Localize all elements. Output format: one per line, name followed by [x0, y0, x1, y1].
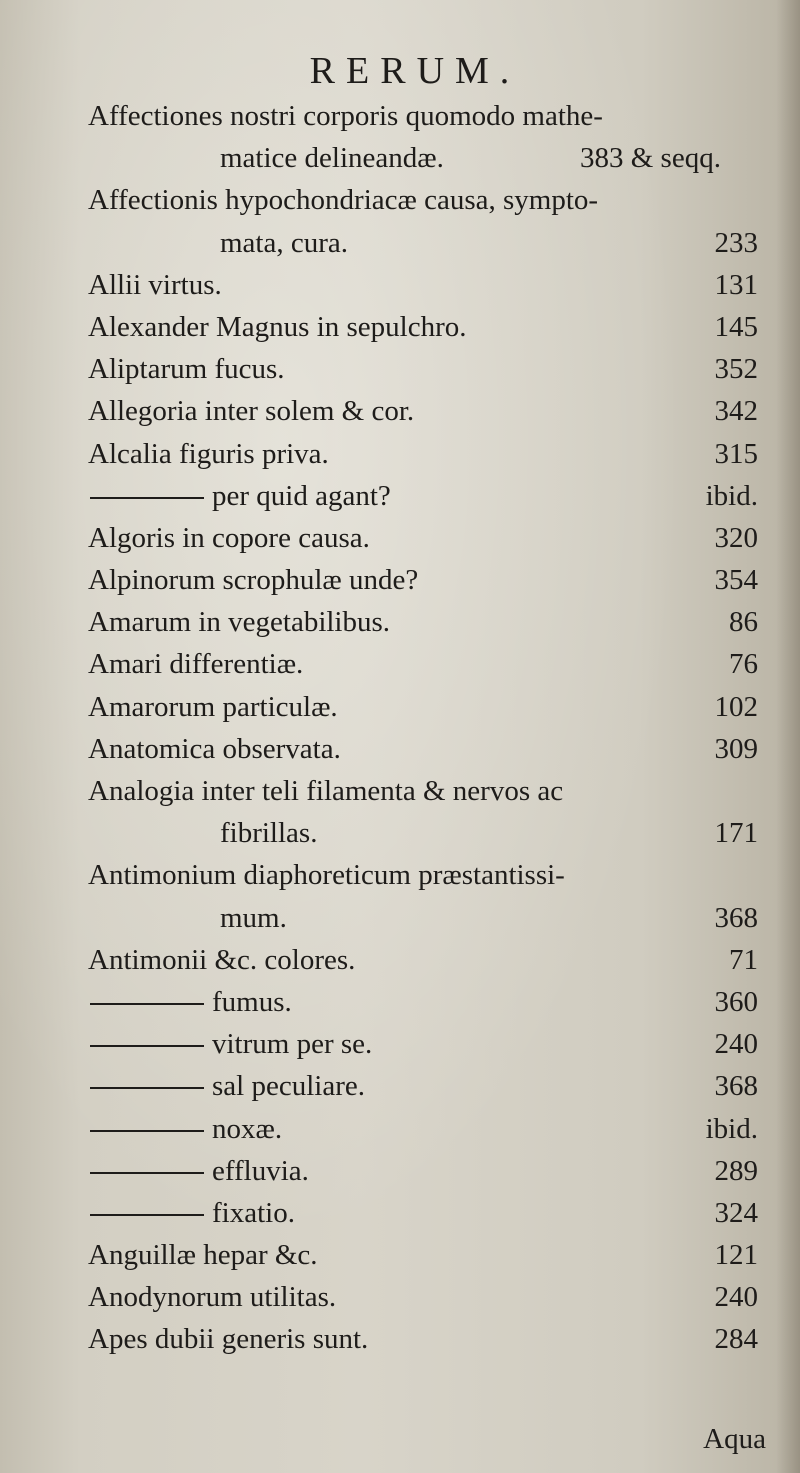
page-reference: 71	[729, 943, 758, 976]
entry-text: Alcalia figuris priva.	[88, 437, 329, 470]
page-reference: ibid.	[705, 1112, 758, 1145]
index-entry	[88, 137, 768, 179]
entry-text: matice delineandæ.	[220, 142, 444, 175]
page-reference: 289	[714, 1154, 758, 1187]
index-entry	[88, 348, 768, 390]
entry-text: Anodynorum utilitas.	[88, 1281, 337, 1314]
entry-text: Anguillæ hepar &c.	[88, 1239, 318, 1272]
entry-text: Affectionis hypochondriacæ causa, sympto-	[88, 184, 599, 217]
index-entry	[88, 306, 768, 348]
entry-text: Amarum in vegetabilibus.	[88, 606, 391, 639]
entry-text: mum.	[220, 901, 287, 934]
ditto-dash	[90, 1130, 204, 1132]
index-entry	[88, 517, 768, 559]
index-entry	[88, 812, 768, 854]
index-entry	[88, 854, 768, 896]
index-entry	[88, 939, 768, 981]
index-entries	[88, 95, 768, 1361]
entry-text: fibrillas.	[220, 817, 318, 850]
ditto-dash	[90, 1172, 204, 1174]
catchword: Aqua	[703, 1423, 766, 1455]
running-header: RERUM.	[309, 50, 521, 92]
entry-text: Anatomica observata.	[88, 732, 341, 765]
page-reference: 171	[714, 817, 758, 850]
entry-text: Antimonii &c. colores.	[88, 943, 356, 976]
index-entry	[88, 475, 768, 517]
entry-text: Allegoria inter solem & cor.	[88, 395, 415, 428]
entry-text: Algoris in copore causa.	[88, 521, 370, 554]
page-reference: 383 & seqq.	[580, 142, 721, 175]
entry-text: Antimonium diaphoreticum præstantissi-	[88, 859, 565, 892]
page-reference: 324	[714, 1196, 758, 1229]
entry-text: fumus.	[212, 985, 292, 1018]
index-entry	[88, 1318, 768, 1360]
page-reference: 315	[714, 437, 758, 470]
index-entry	[88, 264, 768, 306]
index-entry	[88, 390, 768, 432]
entry-text: Alexander Magnus in sepulchro.	[88, 310, 467, 343]
entry-text: fixatio.	[212, 1196, 295, 1229]
page-reference: 145	[714, 310, 758, 343]
page-reference: 121	[714, 1239, 758, 1272]
ditto-dash	[90, 1045, 204, 1047]
page-reference: 86	[729, 606, 758, 639]
ditto-dash	[90, 497, 204, 499]
entry-text: Affectiones nostri corporis quomodo mathe-	[88, 100, 603, 132]
index-entry	[88, 179, 768, 221]
index-entry	[88, 1234, 768, 1276]
page-reference: 368	[714, 1070, 758, 1103]
index-entry	[88, 686, 768, 728]
entry-text: noxæ.	[212, 1112, 283, 1145]
entry-text: Allii virtus.	[88, 268, 222, 301]
ditto-dash	[90, 1214, 204, 1216]
index-entry	[88, 728, 768, 770]
index-entry	[88, 897, 768, 939]
index-entry	[88, 1276, 768, 1318]
entry-text: Analogia inter teli filamenta & nervos ac	[88, 775, 564, 807]
entry-text: mata, cura.	[220, 226, 349, 259]
page-reference: 309	[714, 732, 758, 765]
index-entry	[88, 95, 768, 137]
page-reference: 240	[714, 1028, 758, 1061]
index-entry	[88, 981, 768, 1023]
entry-text: sal peculiare.	[212, 1070, 365, 1103]
page-reference: 320	[714, 521, 758, 554]
page-reference: 368	[714, 901, 758, 934]
page-reference: 131	[714, 268, 758, 301]
page-reference: 233	[714, 226, 758, 259]
entry-text: per quid agant?	[212, 479, 391, 512]
index-entry	[88, 222, 768, 264]
entry-text: Amarorum particulæ.	[88, 690, 338, 723]
ditto-dash	[90, 1087, 204, 1089]
entry-text: Amari differentiæ.	[88, 648, 304, 681]
page-reference: 240	[714, 1281, 758, 1314]
page-reference: 76	[729, 648, 758, 681]
entry-text: Alpinorum scrophulæ unde?	[88, 564, 419, 597]
page-reference: 342	[714, 395, 758, 428]
page-reference: 354	[714, 564, 758, 597]
page-reference: 284	[714, 1323, 758, 1356]
entry-text: Apes dubii generis sunt.	[88, 1323, 369, 1356]
index-entry	[88, 643, 768, 685]
page-reference: ibid.	[705, 479, 758, 512]
index-entry	[88, 1108, 768, 1150]
entry-text: Aliptarum fucus.	[88, 353, 285, 386]
index-entry	[88, 1192, 768, 1234]
ditto-dash	[90, 1003, 204, 1005]
index-entry	[88, 559, 768, 601]
entry-text: vitrum per se.	[212, 1028, 373, 1061]
page-reference: 360	[714, 985, 758, 1018]
page-reference: 102	[714, 690, 758, 723]
index-entry	[88, 1023, 768, 1065]
index-entry	[88, 1065, 768, 1107]
index-entry	[88, 433, 768, 475]
index-entry	[88, 601, 768, 643]
entry-text: effluvia.	[212, 1154, 309, 1187]
page-reference: 352	[714, 353, 758, 386]
page-edge-shadow	[776, 0, 800, 1473]
index-entry	[88, 770, 768, 812]
index-entry	[88, 1150, 768, 1192]
